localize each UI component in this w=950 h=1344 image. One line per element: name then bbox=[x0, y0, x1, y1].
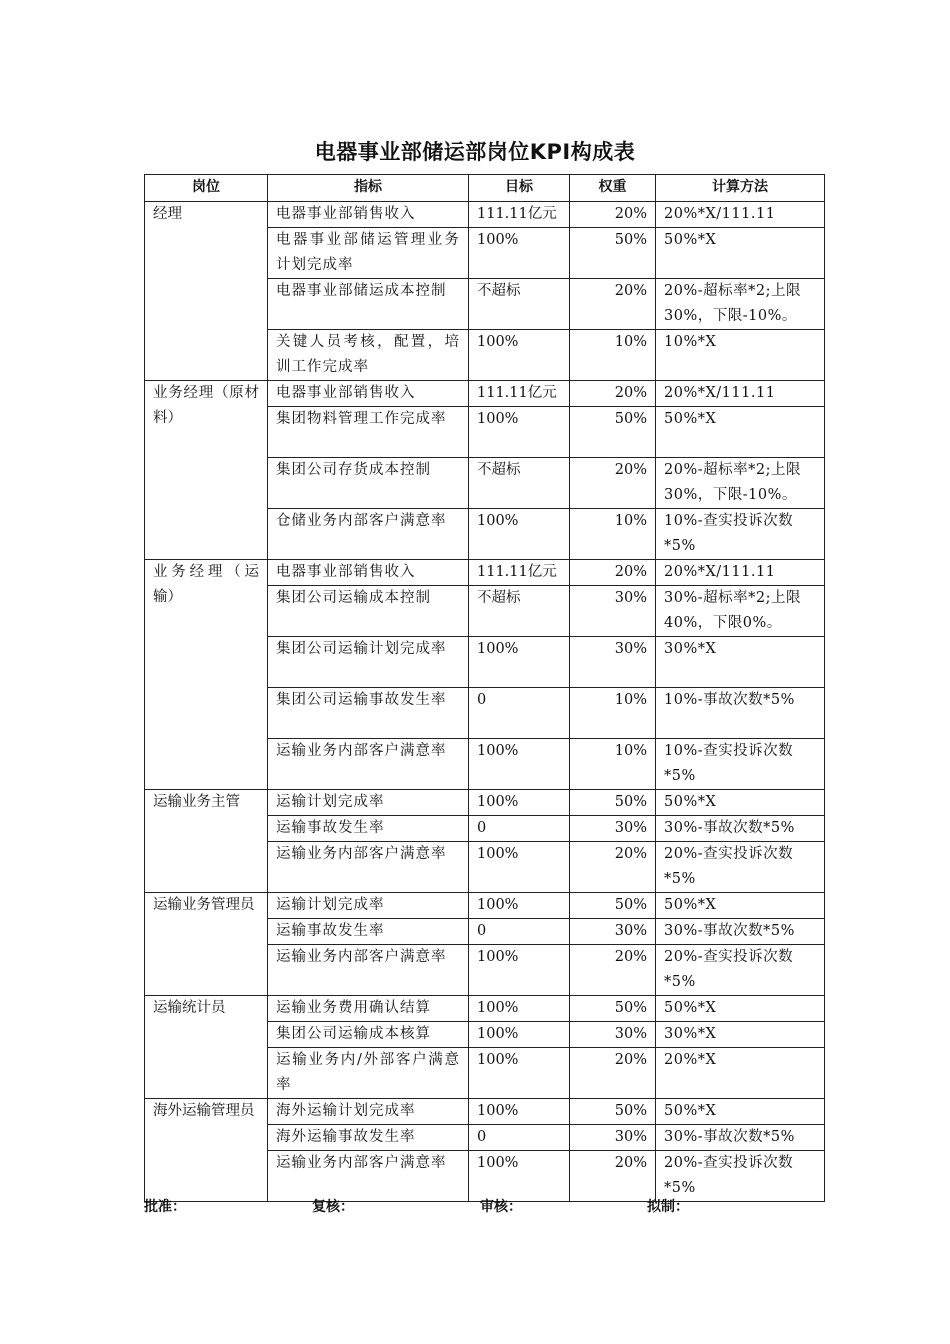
method-cell: 10%-事故次数*5% bbox=[656, 688, 825, 739]
table-row bbox=[145, 790, 825, 816]
indicator-cell: 运输业务费用确认结算 bbox=[268, 996, 469, 1022]
position-cell: 业务经理（原材料） bbox=[145, 381, 268, 560]
method-cell: 30%*X bbox=[656, 637, 825, 688]
weight-cell: 20% bbox=[570, 202, 656, 228]
indicator-cell: 集团公司运输事故发生率 bbox=[268, 688, 469, 739]
method-cell: 20%*X bbox=[656, 1048, 825, 1099]
indicator-cell: 集团公司运输成本控制 bbox=[268, 586, 469, 637]
weight-cell: 20% bbox=[570, 945, 656, 996]
header-weight: 权重 bbox=[570, 175, 656, 202]
approve-label: 批准： bbox=[144, 1199, 186, 1215]
target-cell: 0 bbox=[469, 688, 570, 739]
method-cell: 20%-查实投诉次数*5% bbox=[656, 1151, 825, 1202]
method-cell: 50%*X bbox=[656, 407, 825, 458]
table-row bbox=[145, 381, 825, 407]
position-cell: 运输业务管理员 bbox=[145, 893, 268, 996]
weight-cell: 50% bbox=[570, 790, 656, 816]
indicator-cell: 运输事故发生率 bbox=[268, 816, 469, 842]
indicator-cell: 运输业务内部客户满意率 bbox=[268, 1151, 469, 1202]
table-row bbox=[145, 893, 825, 919]
weight-cell: 10% bbox=[570, 330, 656, 381]
method-cell: 30%*X bbox=[656, 1022, 825, 1048]
table-row bbox=[145, 1099, 825, 1125]
method-cell: 30%-事故次数*5% bbox=[656, 1125, 825, 1151]
method-cell: 20%-超标率*2;上限30%，下限-10%。 bbox=[656, 279, 825, 330]
indicator-cell: 电器事业部销售收入 bbox=[268, 381, 469, 407]
method-cell: 30%-超标率*2;上限40%，下限0%。 bbox=[656, 586, 825, 637]
weight-cell: 50% bbox=[570, 228, 656, 279]
signature-footer bbox=[0, 1196, 950, 1216]
method-cell: 50%*X bbox=[656, 1099, 825, 1125]
method-cell: 20%-超标率*2;上限30%，下限-10%。 bbox=[656, 458, 825, 509]
weight-cell: 20% bbox=[570, 1048, 656, 1099]
indicator-cell: 电器事业部销售收入 bbox=[268, 202, 469, 228]
weight-cell: 10% bbox=[570, 739, 656, 790]
draft-label: 拟制： bbox=[647, 1199, 689, 1215]
target-cell: 100% bbox=[469, 407, 570, 458]
weight-cell: 50% bbox=[570, 1099, 656, 1125]
target-cell: 100% bbox=[469, 1151, 570, 1202]
indicator-cell: 运输业务内部客户满意率 bbox=[268, 739, 469, 790]
indicator-cell: 运输计划完成率 bbox=[268, 893, 469, 919]
target-cell: 100% bbox=[469, 637, 570, 688]
target-cell: 100% bbox=[469, 1099, 570, 1125]
indicator-cell: 集团物料管理工作完成率 bbox=[268, 407, 469, 458]
method-cell: 20%-查实投诉次数*5% bbox=[656, 945, 825, 996]
weight-cell: 50% bbox=[570, 996, 656, 1022]
target-cell: 111.11亿元 bbox=[469, 560, 570, 586]
indicator-cell: 集团公司存货成本控制 bbox=[268, 458, 469, 509]
method-cell: 20%-查实投诉次数*5% bbox=[656, 842, 825, 893]
indicator-cell: 集团公司运输成本核算 bbox=[268, 1022, 469, 1048]
position-cell: 海外运输管理员 bbox=[145, 1099, 268, 1202]
method-cell: 10%-查实投诉次数*5% bbox=[656, 509, 825, 560]
review-label: 复核： bbox=[312, 1199, 354, 1215]
method-cell: 50%*X bbox=[656, 996, 825, 1022]
method-cell: 50%*X bbox=[656, 893, 825, 919]
target-cell: 100% bbox=[469, 509, 570, 560]
target-cell: 111.11亿元 bbox=[469, 202, 570, 228]
weight-cell: 10% bbox=[570, 688, 656, 739]
weight-cell: 30% bbox=[570, 1125, 656, 1151]
weight-cell: 30% bbox=[570, 586, 656, 637]
weight-cell: 30% bbox=[570, 816, 656, 842]
position-cell: 经理 bbox=[145, 202, 268, 381]
indicator-cell: 运输业务内/外部客户满意率 bbox=[268, 1048, 469, 1099]
indicator-cell: 海外运输计划完成率 bbox=[268, 1099, 469, 1125]
weight-cell: 50% bbox=[570, 893, 656, 919]
method-cell: 10%*X bbox=[656, 330, 825, 381]
target-cell: 不超标 bbox=[469, 279, 570, 330]
method-cell: 20%*X/111.11 bbox=[656, 202, 825, 228]
target-cell: 100% bbox=[469, 739, 570, 790]
weight-cell: 30% bbox=[570, 919, 656, 945]
method-cell: 10%-查实投诉次数*5% bbox=[656, 739, 825, 790]
weight-cell: 20% bbox=[570, 1151, 656, 1202]
indicator-cell: 运输计划完成率 bbox=[268, 790, 469, 816]
weight-cell: 20% bbox=[570, 458, 656, 509]
audit-label: 审核： bbox=[480, 1199, 522, 1215]
table-row bbox=[145, 996, 825, 1022]
target-cell: 100% bbox=[469, 330, 570, 381]
weight-cell: 20% bbox=[570, 381, 656, 407]
table-header-row bbox=[145, 175, 825, 202]
indicator-cell: 运输业务内部客户满意率 bbox=[268, 945, 469, 996]
header-target: 目标 bbox=[469, 175, 570, 202]
position-cell: 运输统计员 bbox=[145, 996, 268, 1099]
position-cell: 运输业务主管 bbox=[145, 790, 268, 893]
indicator-cell: 集团公司运输计划完成率 bbox=[268, 637, 469, 688]
header-method: 计算方法 bbox=[656, 175, 825, 202]
target-cell: 100% bbox=[469, 228, 570, 279]
target-cell: 100% bbox=[469, 996, 570, 1022]
weight-cell: 50% bbox=[570, 407, 656, 458]
target-cell: 100% bbox=[469, 893, 570, 919]
target-cell: 100% bbox=[469, 945, 570, 996]
indicator-cell: 海外运输事故发生率 bbox=[268, 1125, 469, 1151]
indicator-cell: 仓储业务内部客户满意率 bbox=[268, 509, 469, 560]
weight-cell: 20% bbox=[570, 560, 656, 586]
indicator-cell: 运输业务内部客户满意率 bbox=[268, 842, 469, 893]
indicator-cell: 电器事业部储运管理业务计划完成率 bbox=[268, 228, 469, 279]
target-cell: 0 bbox=[469, 919, 570, 945]
weight-cell: 30% bbox=[570, 1022, 656, 1048]
weight-cell: 20% bbox=[570, 279, 656, 330]
page-title: 电器事业部储运部岗位KPI构成表 bbox=[314, 140, 636, 164]
weight-cell: 30% bbox=[570, 637, 656, 688]
method-cell: 30%-事故次数*5% bbox=[656, 816, 825, 842]
target-cell: 0 bbox=[469, 1125, 570, 1151]
target-cell: 111.11亿元 bbox=[469, 381, 570, 407]
kpi-table bbox=[144, 174, 825, 1202]
weight-cell: 10% bbox=[570, 509, 656, 560]
target-cell: 100% bbox=[469, 842, 570, 893]
header-indicator: 指标 bbox=[268, 175, 469, 202]
target-cell: 不超标 bbox=[469, 586, 570, 637]
position-cell: 业务经理（运输） bbox=[145, 560, 268, 790]
header-position: 岗位 bbox=[145, 175, 268, 202]
method-cell: 20%*X/111.11 bbox=[656, 560, 825, 586]
method-cell: 20%*X/111.11 bbox=[656, 381, 825, 407]
indicator-cell: 运输事故发生率 bbox=[268, 919, 469, 945]
method-cell: 50%*X bbox=[656, 790, 825, 816]
weight-cell: 20% bbox=[570, 842, 656, 893]
indicator-cell: 关键人员考核，配置，培训工作完成率 bbox=[268, 330, 469, 381]
target-cell: 100% bbox=[469, 1048, 570, 1099]
target-cell: 100% bbox=[469, 790, 570, 816]
indicator-cell: 电器事业部销售收入 bbox=[268, 560, 469, 586]
table-row bbox=[145, 560, 825, 586]
method-cell: 50%*X bbox=[656, 228, 825, 279]
target-cell: 不超标 bbox=[469, 458, 570, 509]
target-cell: 100% bbox=[469, 1022, 570, 1048]
target-cell: 0 bbox=[469, 816, 570, 842]
method-cell: 30%-事故次数*5% bbox=[656, 919, 825, 945]
table-row bbox=[145, 202, 825, 228]
indicator-cell: 电器事业部储运成本控制 bbox=[268, 279, 469, 330]
